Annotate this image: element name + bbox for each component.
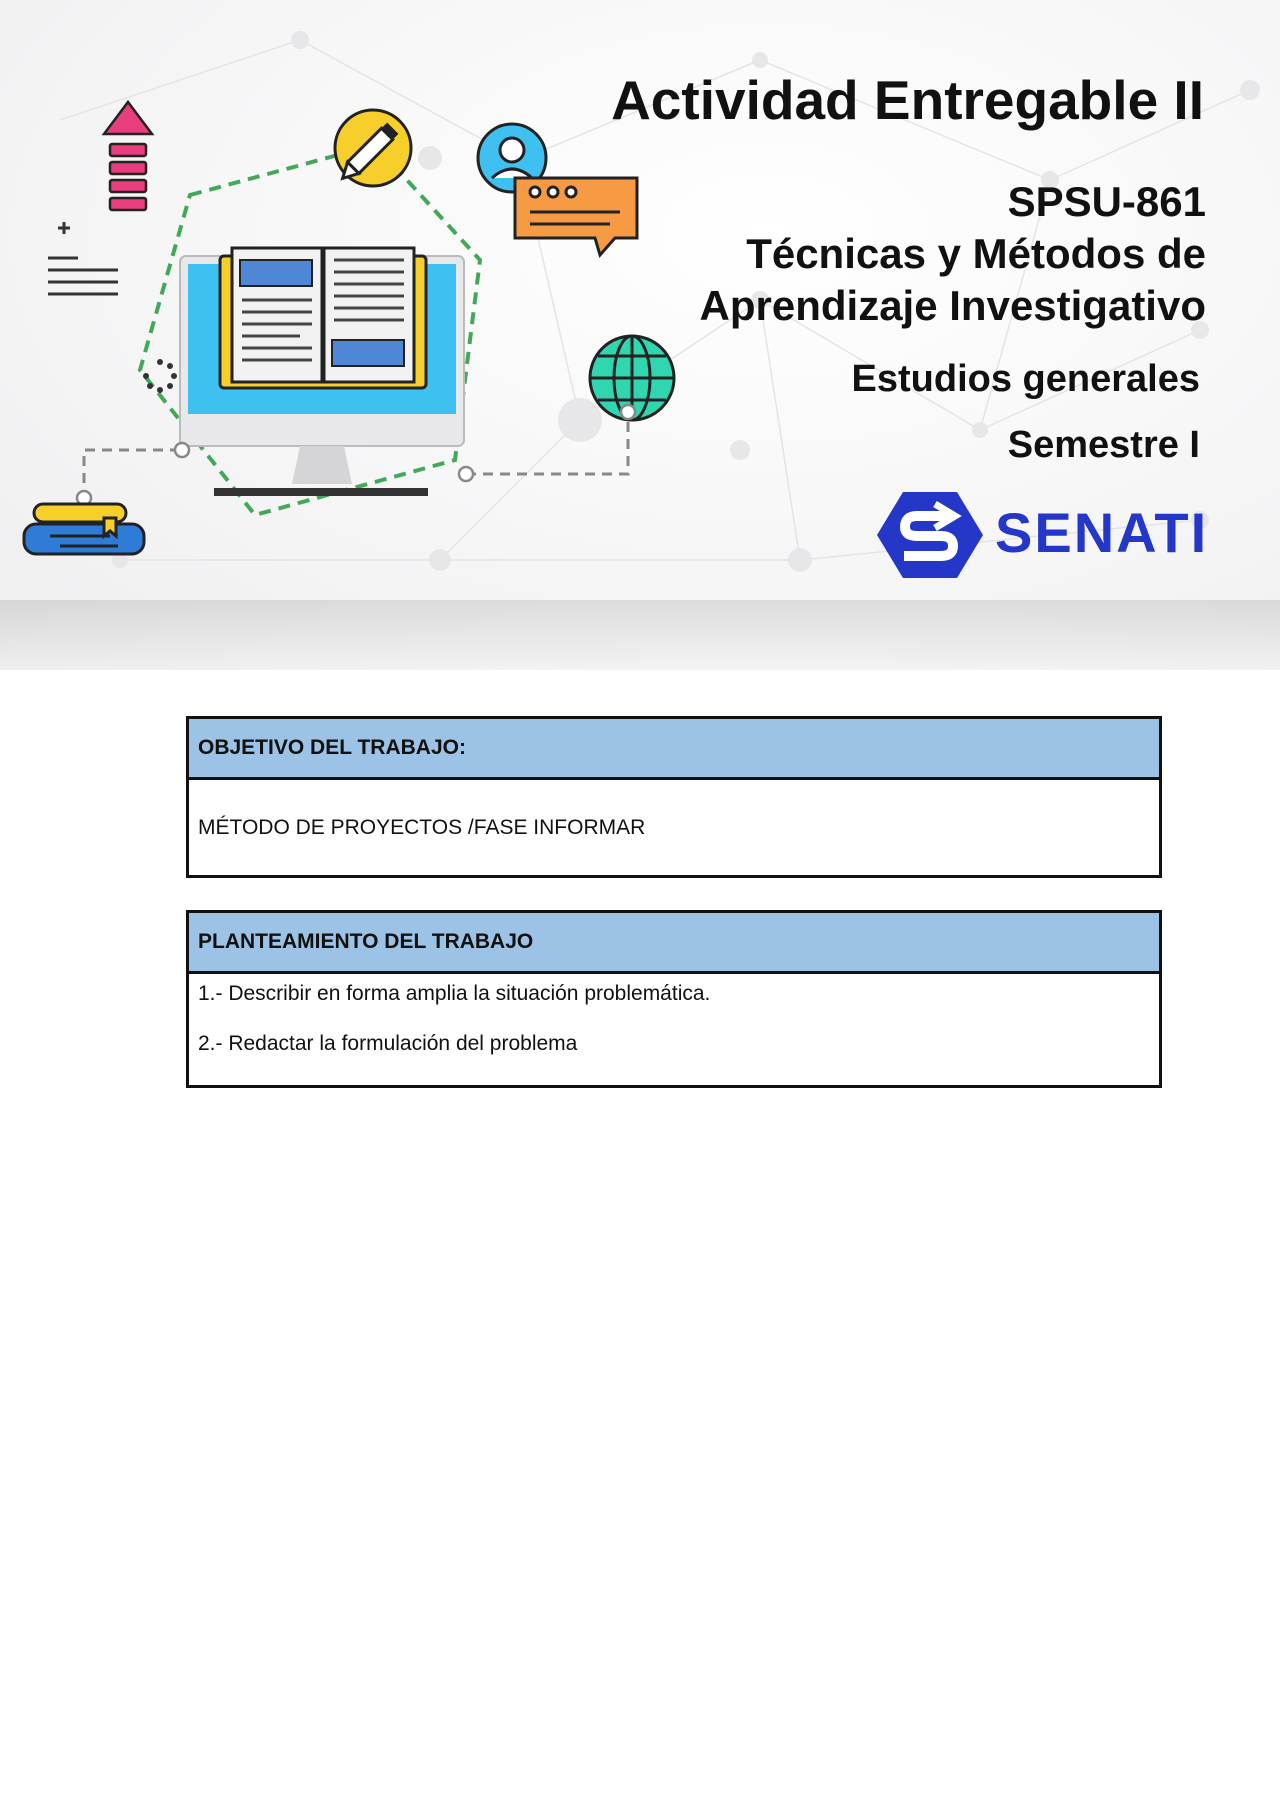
semester: Semestre I [1007,424,1200,466]
statement-item-2: 2.- Redactar la formulación del problema [198,1032,578,1055]
page-title: Actividad Entregable II [611,69,1204,131]
loading-icon [143,359,177,393]
course-name-line2: Aprendizaje Investigativo [699,282,1206,329]
objective-text: MÉTODO DE PROYECTOS /FASE INFORMAR [198,816,646,839]
statement-body [189,974,1159,1056]
course-code: SPSU-861 [1007,178,1206,225]
pencil-icon [335,110,411,186]
up-arrow-icon [104,102,152,210]
senati-logo-icon [875,490,985,580]
text-lines-icon [48,222,118,294]
senati-logo-text: SENATI [995,501,1209,564]
cover-header [0,0,1280,670]
books-icon [24,504,144,554]
course-name [566,228,1206,332]
course-name-line1: Técnicas y Métodos de [746,230,1206,277]
objective-table [186,716,1162,878]
statement-table [186,910,1162,1088]
header-shadow [0,600,1280,670]
statement-heading: PLANTEAMIENTO DEL TRABAJO [189,913,1159,974]
monitor-icon [180,248,464,496]
statement-item-1: 1.- Describir en forma amplia la situación problemática. [198,982,711,1005]
objective-heading: OBJETIVO DEL TRABAJO: [189,719,1159,780]
department: Estudios generales [851,358,1200,400]
